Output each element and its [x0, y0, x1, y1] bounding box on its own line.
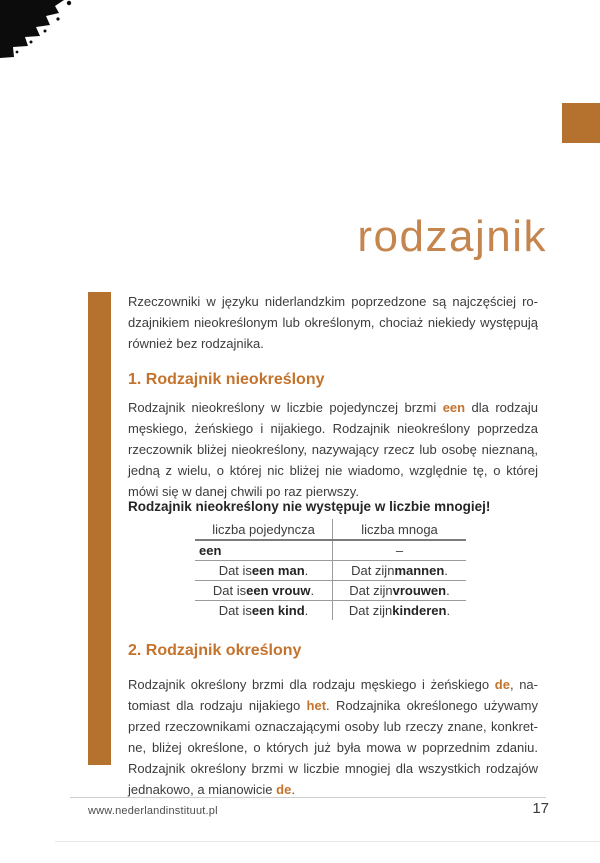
intro-paragraph — [128, 291, 538, 354]
text-segment: przed rzeczownikami oznaczającymi osoby lub rzeczy znane, konkret- — [128, 719, 538, 734]
text-segment: Dat zijn — [348, 603, 393, 618]
text-segment: – — [395, 543, 404, 558]
text-line — [128, 291, 538, 312]
highlighted-word: een — [442, 400, 466, 415]
text-segment: . — [304, 563, 309, 578]
text-segment: . — [304, 603, 309, 618]
section-2-heading: 2. Rodzajnik określony — [128, 642, 302, 659]
text-line — [128, 460, 538, 481]
table-cell — [195, 561, 333, 580]
table-cell — [333, 541, 466, 560]
text-line — [128, 674, 538, 695]
text-segment: , na- — [509, 677, 538, 692]
highlighted-word: het — [306, 698, 327, 713]
footer-divider — [70, 797, 546, 798]
text-segment: Dat is — [212, 583, 247, 598]
text-segment: mówi się w danej chwili po raz pierwszy. — [128, 484, 359, 499]
table-cell — [195, 581, 333, 600]
text-segment: Dat is — [218, 603, 252, 618]
text-segment: tomiast dla rodzaju nijakiego — [128, 698, 307, 713]
text-segment: również bez rodzajnika. — [128, 336, 264, 351]
highlighted-word: de — [276, 782, 292, 797]
highlighted-word: een vrouw — [246, 583, 311, 598]
table-cell — [333, 601, 466, 620]
text-segment: . — [446, 603, 451, 618]
table-cell — [333, 581, 466, 600]
table-cell — [195, 601, 333, 620]
table-header-cell: liczba pojedyncza — [195, 519, 333, 539]
text-line — [128, 418, 538, 439]
text-line — [128, 758, 538, 779]
highlighted-word: een man — [251, 563, 305, 578]
text-line — [128, 737, 538, 758]
highlighted-word: mannen — [394, 563, 445, 578]
table-row — [195, 541, 466, 561]
accent-square — [562, 103, 600, 143]
text-segment: Rodzajnik nieokreślony w liczbie pojedynczej brzmi — [128, 400, 443, 415]
text-line — [128, 716, 538, 737]
text-segment: . Rodzajnika określonego używamy — [326, 698, 538, 713]
highlighted-word: een — [199, 543, 222, 558]
table-row — [195, 561, 466, 581]
text-segment: . — [291, 782, 295, 797]
text-line — [128, 439, 538, 460]
section-1-heading: 1. Rodzajnik nieokreślony — [128, 371, 325, 388]
chapter-title: rodzajnik — [357, 212, 547, 261]
page-bottom-edge — [55, 841, 600, 842]
text-segment: Dat is — [218, 563, 252, 578]
highlighted-word: kinderen — [392, 603, 447, 618]
highlighted-word: de — [494, 677, 510, 692]
text-segment: Rodzajnik określony brzmi dla rodzaju męskiego i żeńskiego — [128, 677, 495, 692]
table-row — [195, 581, 466, 601]
section-1-paragraph — [128, 397, 538, 502]
text-segment: . — [444, 563, 448, 578]
highlighted-word: vrouwen — [392, 583, 447, 598]
text-segment: jednakowo, a mianowicie — [128, 782, 277, 797]
text-segment: męskiego, żeńskiego i nijakiego. Rodzajnik nieokreślony poprzedza — [128, 421, 538, 436]
section-2-paragraph — [128, 674, 538, 800]
text-segment: dzajnikiem nieokreślonym lub określonym, chociaż niekiedy występują — [128, 315, 538, 330]
text-segment: Rodzajnik określony brzmi w liczbie mnogiej dla wszystkich rodzajów — [128, 761, 538, 776]
grammar-rule-note: Rodzajnik nieokreślony nie występuje w liczbie mnogiej! — [128, 499, 491, 514]
highlighted-word: een kind — [251, 603, 305, 618]
table-cell — [195, 541, 333, 560]
footer-website: www.nederlandinstituut.pl — [88, 805, 218, 817]
accent-side-bar — [88, 292, 111, 765]
text-line — [128, 333, 538, 354]
text-segment: rzeczownik bliżej nieokreślony, nazywający rzecz lub osobę nieznaną, — [128, 442, 538, 457]
text-line — [128, 312, 538, 333]
text-segment: Rzeczowniki w języku niderlandzkim poprzedzone są najczęściej ro- — [128, 294, 538, 309]
text-segment: Dat zijn — [351, 563, 395, 578]
text-segment: jedną z wielu, o której nic bliżej nie wiadomo, względnie tę, o której — [128, 463, 538, 478]
table-row — [195, 601, 466, 620]
table-cell — [333, 561, 466, 580]
text-segment: Dat zijn — [349, 583, 393, 598]
grammar-table — [195, 519, 466, 620]
text-line — [128, 397, 538, 418]
torn-corner-decoration — [0, 0, 80, 62]
text-segment: . — [310, 583, 315, 598]
table-header-cell: liczba mnoga — [361, 521, 438, 537]
text-segment: . — [446, 583, 450, 598]
text-segment: ne, bliżej określone, o których już była mowa w poprzednim zdaniu. — [128, 740, 538, 755]
text-segment: dla rodzaju — [465, 400, 538, 415]
text-line — [128, 695, 538, 716]
page-number: 17 — [532, 800, 549, 817]
table-header-row — [195, 519, 466, 541]
